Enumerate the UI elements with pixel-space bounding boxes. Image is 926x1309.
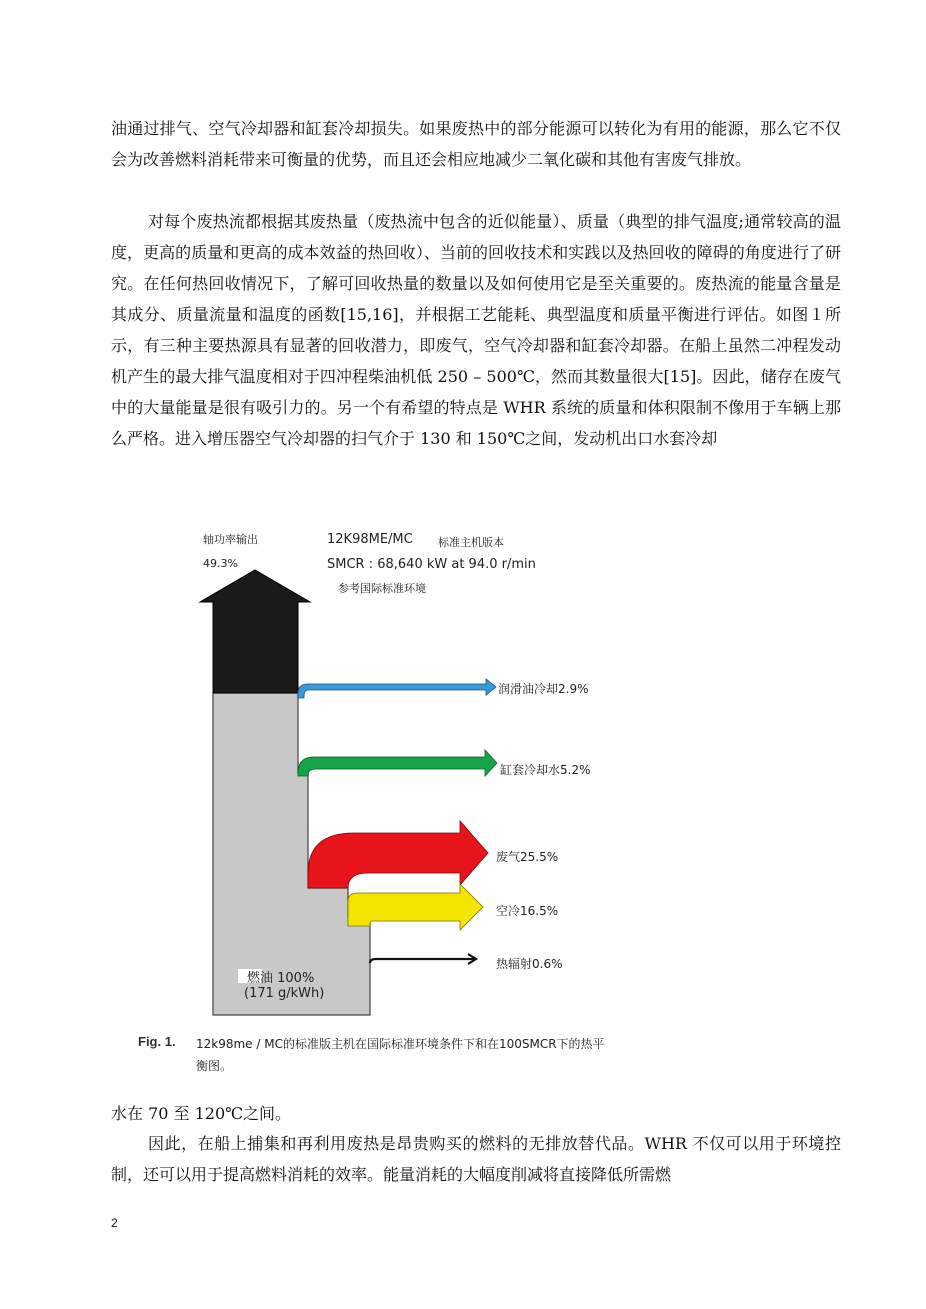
engine-model: 12K98ME/MC — [327, 532, 413, 547]
air-cooler-arrow — [348, 884, 483, 930]
body-paragraph-1: 油通过排气、空气冷却器和缸套冷却损失。如果废热中的部分能源可以转化为有用的能源，那么它不仅会为改善燃料消耗带来可衡量的优势，而且还会相应地减少二氧化碳和其他有害废气排放。 — [111, 119, 841, 169]
heat-balance-figure — [130, 518, 630, 1078]
exhaust-arrow — [308, 821, 488, 888]
fuel-label: 燃油 100% — [247, 971, 315, 986]
shaft-power-label: 轴功率输出 — [203, 533, 258, 546]
body-paragraph-4: 因此，在船上捕集和再利用废热是昂贵购买的燃料的无排放替代品。WHR 不仅可以用于环境控制，还可以用于提高燃料消耗的效率。能量消耗的大幅度削减将直接降低所需燃 — [111, 1134, 841, 1184]
sankey-diagram — [130, 518, 630, 1078]
lube-oil-label: 润滑油冷却2.9% — [498, 682, 589, 696]
figure-caption-label: Fig. 1. — [138, 1034, 176, 1049]
reference-condition: 参考国际标准环境 — [338, 582, 426, 595]
air-cooler-label: 空冷16.5% — [496, 904, 559, 918]
smcr-rating: SMCR : 68,640 kW at 94.0 r/min — [327, 557, 536, 572]
jacket-water-label: 缸套冷却水5.2% — [500, 763, 591, 777]
figure-caption-text: 12k98me / MC的标准版主机在国际标准环境条件下和在100SMCR下的热平衡图。 — [196, 1037, 605, 1073]
radiation-label: 热辐射0.6% — [496, 957, 563, 971]
body-paragraph-2: 对每个废热流都根据其废热量（废热流中包含的近似能量）、质量（典型的排气温度;通常较高的温度，更高的质量和更高的成本效益的热回收）、当前的回收技术和实践以及热回收的障碍的角度进行了研究。在任何热回收情况下，了解可回收热量的数量以及如何使用它是至关重要的。废热流的能量含量是其成分、质量流量和温度的函数[15,16]，并根据工艺能耗、典型温度和质量平衡进行评估。如图１所示，有三种主要热源具有显著的回收潜力，即废气，空气冷却器和缸套冷却器。在船上虽然二冲程发动机产生的最大排气温度相对于四冲程柴油机低 250 – 500℃，然而其数量很大[15]。因此，储存在废气中的大量能量是很有吸引力的。另一个有希望的特点是 WHR 系统的质量和体积限制不像用于车辆上那么严格。进入增压器空气冷却器的扫气介于 130 和 150℃之间，发动机出口水套冷却 — [111, 212, 841, 448]
jacket-water-arrow — [298, 750, 497, 776]
exhaust-label: 废气25.5% — [496, 850, 559, 864]
fuel-rate-label: (171 g/kWh) — [244, 986, 325, 1001]
shaft-power-value: 49.3% — [203, 557, 238, 570]
radiation-arrow — [370, 954, 476, 964]
page-number: 2 — [111, 1216, 118, 1230]
body-paragraph-3: 水在 70 至 120℃之间。 — [111, 1104, 292, 1123]
lube-oil-arrow — [298, 679, 496, 698]
engine-version: 标准主机版本 — [438, 536, 504, 549]
shaft-power-arrow — [200, 570, 310, 693]
